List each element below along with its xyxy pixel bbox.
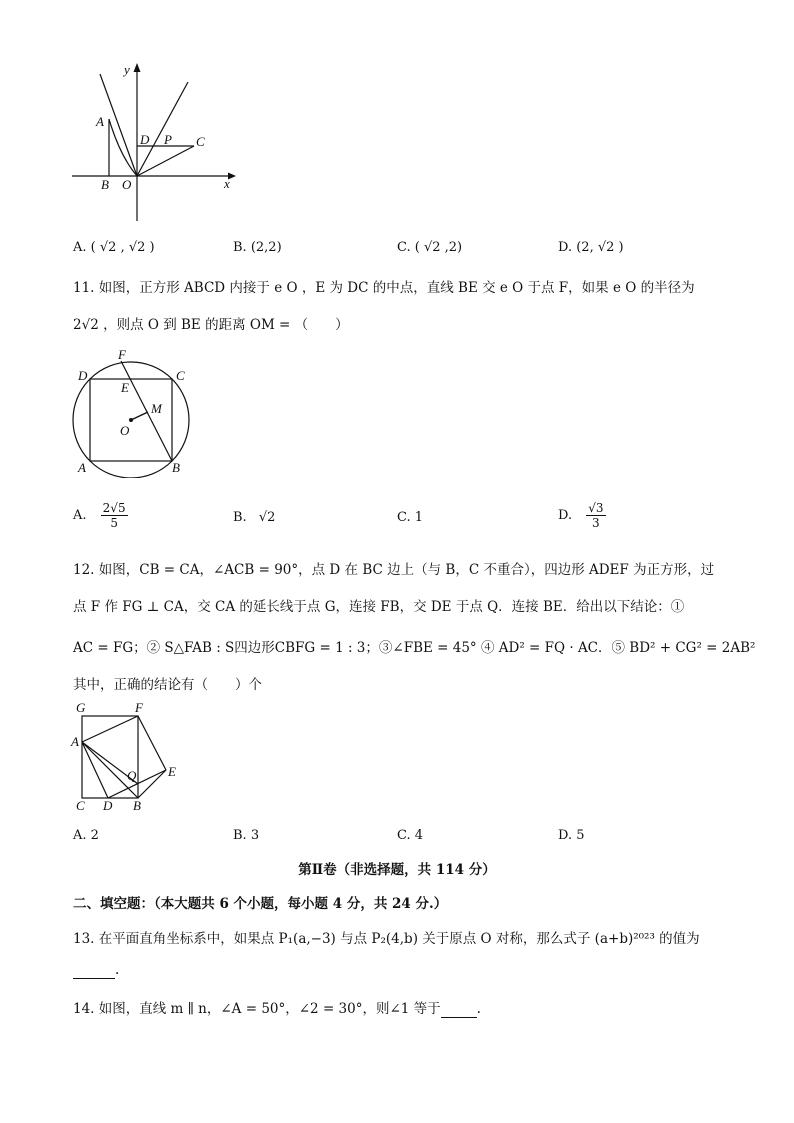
q11-line2: 2√2 ，则点 O 到 BE 的距离 OM = （ ） — [73, 317, 349, 333]
segment-AD — [82, 742, 108, 798]
q12-line3: AC = FG；② S△FAB : S四边形CBFG = 1 : 3；③∠FBE = 45° ④ AD² = FQ · AC．⑤ BD² + CG² = 2AB² — [73, 640, 756, 656]
q13-line2 — [73, 962, 119, 979]
q11-figure — [66, 346, 206, 478]
label-D: D — [140, 132, 150, 147]
fraction-denominator: 3 — [592, 516, 600, 530]
q10-option-a[interactable] — [73, 240, 155, 255]
fraction-numerator: √3 — [588, 501, 604, 515]
option-text: (2, √2 ) — [576, 240, 624, 255]
section-title: 第Ⅱ卷（非选择题，共 114 分） — [298, 862, 496, 878]
option-key: C. — [397, 828, 411, 843]
option-text: 4 — [414, 828, 424, 843]
answer-blank[interactable] — [441, 1001, 477, 1018]
point-O — [129, 418, 133, 422]
option-text: 3 — [250, 828, 260, 843]
label-B: B — [172, 460, 180, 475]
label-A: A — [78, 460, 86, 475]
label-Q: Q — [127, 768, 137, 783]
option-key: D. — [558, 240, 573, 255]
segment-BE — [138, 770, 166, 798]
line-FB — [121, 361, 172, 461]
option-text: (2,2) — [250, 240, 282, 255]
segment-FE — [138, 716, 166, 770]
curve-AO — [109, 119, 137, 176]
fraction-numerator: 2√5 — [102, 501, 126, 515]
label-O: O — [122, 177, 132, 192]
option-key: B. — [233, 510, 247, 525]
option-text: ( √2 , √2 ) — [90, 240, 155, 255]
label-C: C — [76, 798, 85, 813]
q11-option-a[interactable] — [73, 501, 128, 530]
answer-blank[interactable] — [73, 962, 115, 979]
q12-option-c[interactable] — [397, 828, 423, 843]
q11-option-d[interactable] — [558, 501, 606, 530]
label-C: C — [196, 134, 205, 149]
q12-line2: 点 F 作 FG ⊥ CA，交 CA 的延长线于点 G，连接 FB，交 DE 于点 Q．连接 BE．给出以下结论：① — [73, 599, 685, 615]
label-C: C — [176, 368, 185, 383]
square-CBFG — [82, 716, 138, 798]
option-key: A. — [73, 508, 87, 523]
option-text: 2 — [90, 828, 99, 843]
segment-AF — [82, 716, 138, 742]
period: . — [115, 962, 120, 978]
fraction — [586, 501, 605, 530]
option-key: C. — [397, 510, 411, 525]
label-G: G — [76, 700, 86, 715]
option-text: √2 — [258, 510, 276, 525]
q14-line — [73, 997, 481, 1018]
q11-option-c[interactable] — [397, 510, 423, 525]
option-key: D. — [558, 828, 573, 843]
segment-OM — [131, 412, 148, 420]
label-O: O — [120, 423, 130, 438]
fraction — [101, 501, 128, 530]
label-x: x — [224, 176, 230, 191]
option-key: A. — [73, 828, 87, 843]
part-two-heading: 二、填空题：（本大题共 6 个小题，每小题 4 分，共 24 分.） — [73, 896, 448, 912]
q14-text: 14. 如图，直线 m ∥ n，∠A = 50°，∠2 = 30°，则∠1 等于 — [73, 1001, 441, 1017]
q11-line1: 11. 如图，正方形 ABCD 内接于 e O ，E 为 DC 的中点，直线 BE 交 e O 于点 F，如果 e O 的半径为 — [73, 280, 695, 296]
y-axis-arrow-icon — [134, 63, 141, 72]
q10-option-c[interactable] — [397, 240, 462, 255]
option-key: B. — [233, 240, 247, 255]
fraction-denominator: 5 — [110, 516, 118, 530]
label-y: y — [124, 62, 130, 77]
option-text: 1 — [414, 510, 424, 525]
label-D: D — [103, 798, 113, 813]
option-text: ( √2 ,2) — [414, 240, 463, 255]
option-key: C. — [397, 240, 411, 255]
q12-figure — [66, 698, 186, 816]
option-key: B. — [233, 828, 247, 843]
q11-option-b[interactable] — [233, 510, 275, 525]
label-M: M — [151, 401, 162, 416]
right-line — [137, 82, 188, 176]
label-F: F — [118, 347, 126, 362]
label-F: F — [135, 700, 143, 715]
q12-option-d[interactable] — [558, 828, 585, 843]
q10-option-b[interactable] — [233, 240, 282, 255]
option-key: A. — [73, 240, 87, 255]
option-text: 5 — [576, 828, 585, 843]
label-D: D — [78, 368, 88, 383]
label-A: A — [96, 114, 104, 129]
q10-option-d[interactable] — [558, 240, 624, 255]
label-A: A — [71, 734, 79, 749]
q12-option-b[interactable] — [233, 828, 259, 843]
q13-line1: 13. 在平面直角坐标系中，如果点 P₁(a,−3) 与点 P₂(4,b) 关于原点 O 对称，那么式子 (a+b)²⁰²³ 的值为 — [73, 931, 700, 947]
label-P: P — [164, 132, 172, 147]
q12-line4: 其中，正确的结论有（ ）个 — [73, 677, 262, 693]
label-E: E — [168, 764, 176, 779]
q12-line1: 12. 如图，CB = CA，∠ACB = 90°，点 D 在 BC 边上（与 B，C 不重合），四边形 ADEF 为正方形，过 — [73, 562, 715, 578]
label-B: B — [101, 177, 109, 192]
q10-figure — [60, 56, 250, 226]
label-E: E — [121, 380, 129, 395]
left-line — [100, 74, 137, 176]
label-B: B — [133, 798, 141, 813]
q12-option-a[interactable] — [73, 828, 99, 843]
period: . — [476, 1001, 481, 1017]
option-key: D. — [558, 508, 573, 523]
